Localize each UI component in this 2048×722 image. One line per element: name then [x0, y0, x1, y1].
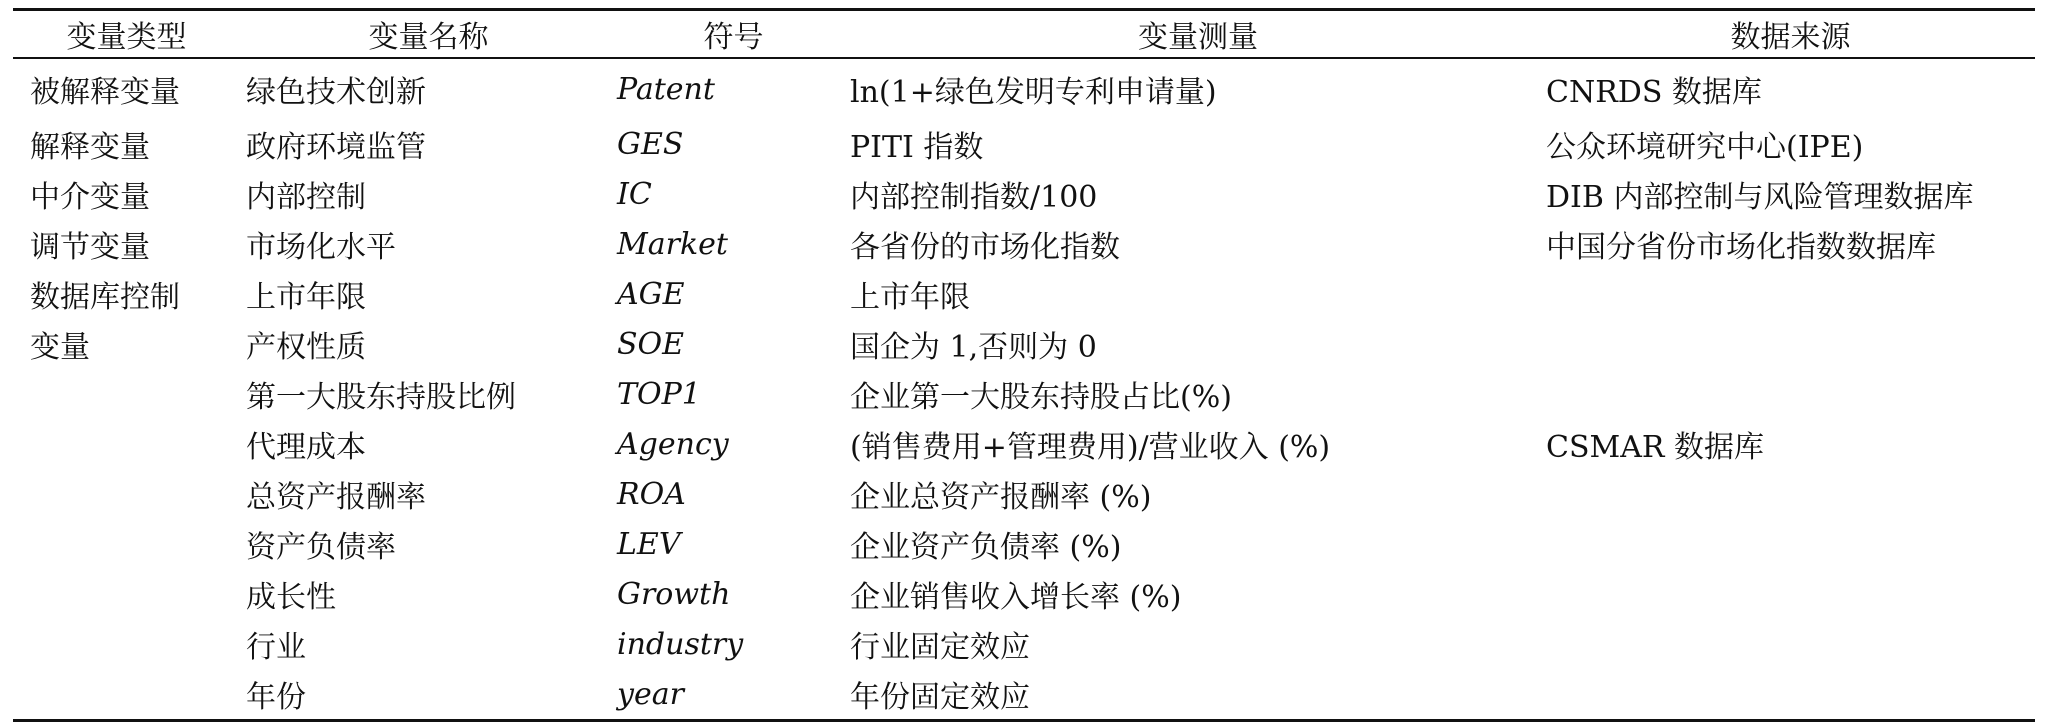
measurement-cell: PITI 指数: [850, 130, 984, 165]
measurement-cell: 企业资产负债率 (%): [850, 530, 1122, 565]
table-row: [13, 169, 2035, 219]
symbol-cell: Agency: [617, 426, 729, 462]
measurement-cell: 国企为 1,否则为 0: [850, 330, 1097, 365]
table-row: [13, 569, 2035, 619]
data-source-cell: [1546, 469, 2035, 519]
measurement-cell: 行业固定效应: [850, 630, 1030, 665]
data-source-cell: [1546, 619, 2035, 669]
symbol-cell: industry: [617, 626, 744, 662]
variable-type-cell: [13, 369, 240, 419]
variable-type-cell: 中介变量: [30, 180, 150, 215]
data-source-cell: [1546, 269, 2035, 319]
data-source-cell: 中国分省份市场化指数数据库: [1546, 230, 1936, 265]
variable-type-cell: [13, 419, 240, 469]
data-source-cell: [1546, 569, 2035, 619]
symbol-cell: IC: [617, 176, 652, 212]
symbol-cell: SOE: [617, 326, 685, 362]
table-row: [13, 519, 2035, 569]
measurement-cell: ln(1+绿色发明专利申请量): [850, 75, 1217, 110]
variable-type-cell: [13, 469, 240, 519]
measurement-cell: 企业销售收入增长率 (%): [850, 580, 1182, 615]
header-measurement: 变量测量: [1138, 20, 1258, 55]
variable-name-cell: 总资产报酬率: [246, 480, 426, 515]
header-row: [13, 10, 2035, 59]
variable-name-cell: 年份: [246, 680, 306, 715]
table-row: [13, 219, 2035, 269]
variable-name-cell: 资产负债率: [246, 530, 396, 565]
symbol-cell: TOP1: [617, 376, 701, 412]
measurement-cell: 内部控制指数/100: [850, 180, 1098, 215]
header-variable-type: 变量类型: [66, 20, 187, 55]
symbol-cell: Market: [617, 226, 728, 262]
table-row: [13, 669, 2035, 721]
symbol-cell: Patent: [617, 71, 715, 107]
variable-type-cell: 被解释变量: [30, 75, 180, 110]
variable-definition-table-container: [13, 8, 2035, 722]
header-data-source: 数据来源: [1730, 20, 1851, 55]
measurement-cell: 上市年限: [850, 280, 970, 315]
measurement-cell: 年份固定效应: [850, 680, 1030, 715]
variable-name-cell: 产权性质: [246, 330, 366, 365]
symbol-cell: ROA: [617, 476, 686, 512]
symbol-cell: year: [617, 676, 684, 712]
data-source-cell: [1546, 369, 2035, 419]
table-row: [13, 119, 2035, 169]
variable-name-cell: 绿色技术创新: [246, 75, 426, 110]
data-source-cell: CSMAR 数据库: [1546, 430, 1765, 465]
variable-type-cell: 调节变量: [30, 230, 150, 265]
table-row: [13, 58, 2035, 119]
variable-type-cell: 解释变量: [30, 130, 150, 165]
table-row: [13, 369, 2035, 419]
symbol-cell: LEV: [617, 526, 681, 562]
table-row: [13, 419, 2035, 469]
variable-name-cell: 行业: [246, 630, 306, 665]
data-source-cell: [1546, 519, 2035, 569]
data-source-cell: 公众环境研究中心(IPE): [1546, 130, 1864, 165]
header-variable-name: 变量名称: [368, 20, 489, 55]
data-source-cell: [1546, 669, 2035, 721]
data-source-cell: [1546, 319, 2035, 369]
variable-type-cell: 变量: [30, 330, 90, 365]
variable-name-cell: 成长性: [246, 580, 336, 615]
variable-type-cell: [13, 519, 240, 569]
measurement-cell: (销售费用+管理费用)/营业收入 (%): [850, 430, 1331, 465]
symbol-cell: Growth: [617, 576, 731, 612]
variable-type-cell: 数据库控制: [30, 280, 180, 315]
variable-name-cell: 市场化水平: [246, 230, 396, 265]
variable-name-cell: 内部控制: [246, 180, 366, 215]
header-symbol: 符号: [703, 20, 764, 55]
table-header: [13, 10, 2035, 59]
variable-type-cell: [13, 619, 240, 669]
table-row: [13, 319, 2035, 369]
data-source-cell: CNRDS 数据库: [1546, 75, 1762, 110]
variable-type-cell: [13, 669, 240, 721]
measurement-cell: 各省份的市场化指数: [850, 230, 1120, 265]
measurement-cell: 企业第一大股东持股占比(%): [850, 380, 1232, 415]
measurement-cell: 企业总资产报酬率 (%): [850, 480, 1152, 515]
variable-type-cell: [13, 569, 240, 619]
variable-name-cell: 上市年限: [246, 280, 366, 315]
variable-name-cell: 第一大股东持股比例: [246, 380, 516, 415]
variable-name-cell: 代理成本: [246, 430, 366, 465]
symbol-cell: AGE: [617, 276, 685, 312]
table-row: [13, 619, 2035, 669]
variable-name-cell: 政府环境监管: [246, 130, 426, 165]
data-source-cell: DIB 内部控制与风险管理数据库: [1546, 180, 1974, 215]
variable-definition-table: [13, 8, 2035, 722]
table-row: [13, 269, 2035, 319]
table-row: [13, 469, 2035, 519]
symbol-cell: GES: [617, 126, 684, 162]
table-body: [13, 58, 2035, 721]
